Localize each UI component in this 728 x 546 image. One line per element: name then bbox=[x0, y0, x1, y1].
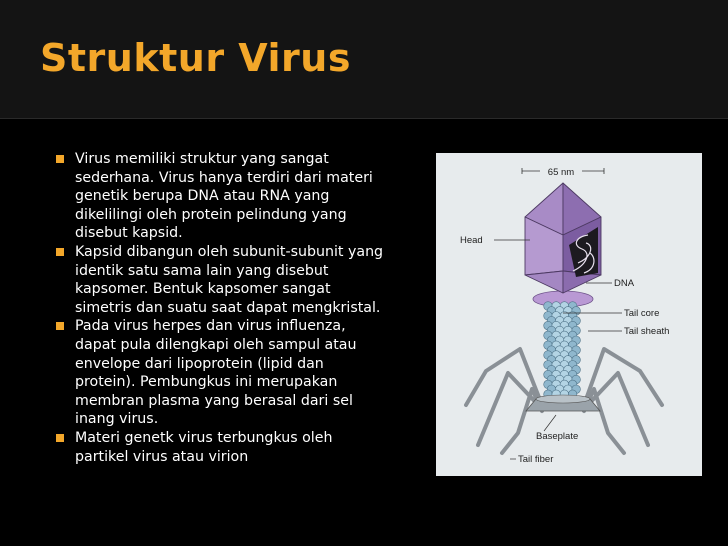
label-tail-core: Tail core bbox=[624, 308, 660, 319]
label-dna: DNA bbox=[614, 278, 635, 289]
bullet-item bbox=[56, 150, 386, 243]
bullet-marker-icon bbox=[56, 248, 64, 256]
bullet-text: Virus memiliki struktur yang sangat sederhana. Virus hanya terdiri dari materi genetik berupa DNA atau RNA yang dikelilingi oleh protein pelindung yang disebut kapsid. bbox=[75, 151, 373, 242]
slide-title: Struktur Virus bbox=[40, 36, 351, 80]
label-head: Head bbox=[460, 235, 483, 246]
title-band bbox=[0, 0, 728, 119]
label-baseplate: Baseplate bbox=[536, 431, 579, 442]
bullet-text: Materi genetk virus terbungkus oleh partikel virus atau virion bbox=[75, 429, 333, 465]
bullet-text: Kapsid dibangun oleh subunit-subunit yang identik satu sama lain yang disebut kapsomer. Bentuk kapsomer sangat simetris dan suatu saat dapat mengkristal. bbox=[75, 243, 384, 316]
bullet-list bbox=[56, 150, 386, 466]
label-tail-sheath: Tail sheath bbox=[624, 326, 670, 337]
bacteriophage-drawing bbox=[436, 153, 702, 476]
bullet-item bbox=[56, 243, 386, 317]
bullet-marker-icon bbox=[56, 155, 64, 163]
bullet-marker-icon bbox=[56, 322, 64, 330]
label-tail-fiber: Tail fiber bbox=[518, 454, 554, 465]
capsid-head bbox=[525, 183, 601, 293]
bullet-item bbox=[56, 429, 386, 466]
scale-label: 65 nm bbox=[547, 167, 575, 178]
bullet-text: Pada virus herpes dan virus influenza, dapat pula dilengkapi oleh sampul atau envelope dari lipoprotein (lipid dan protein). Pembungkus ini merupakan membran plasma yang berasal dari sel inang virus. bbox=[75, 318, 357, 428]
bullet-item bbox=[56, 317, 386, 429]
bullet-marker-icon bbox=[56, 434, 64, 442]
bacteriophage-diagram bbox=[436, 153, 702, 476]
tail-sheath bbox=[544, 302, 581, 399]
